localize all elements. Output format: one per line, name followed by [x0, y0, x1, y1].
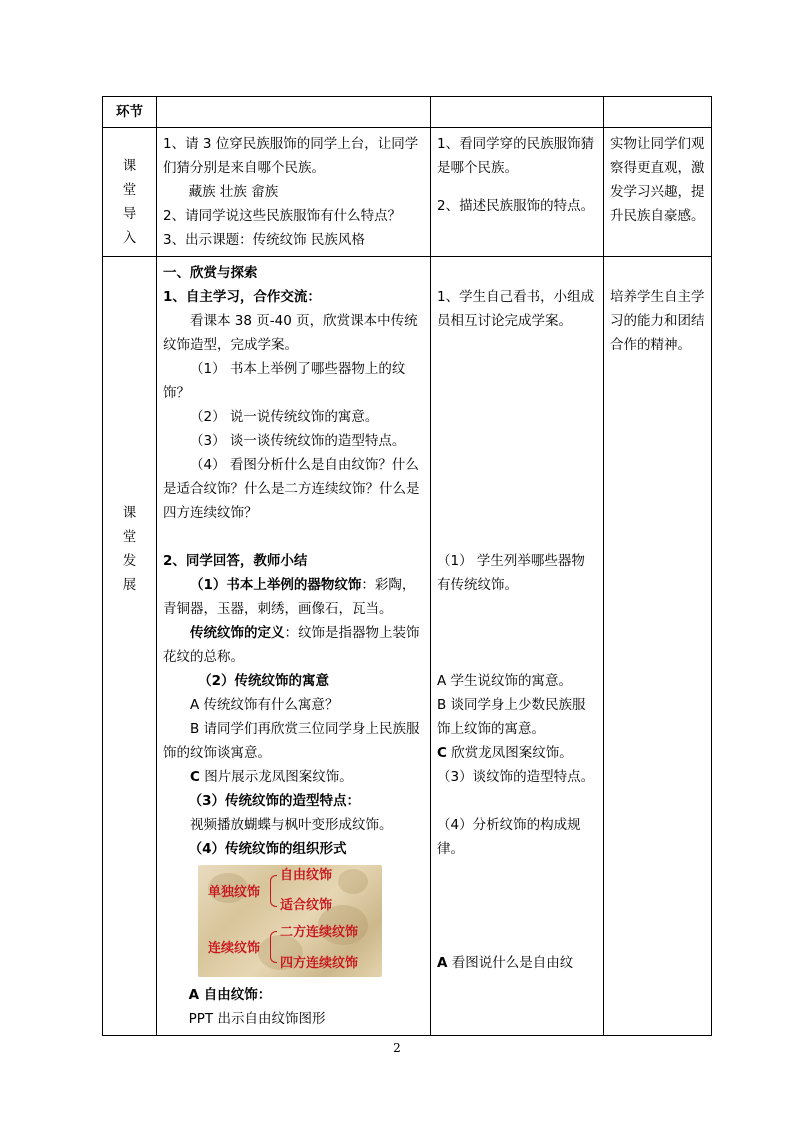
stage-char: 课 [122, 505, 137, 521]
question-3: （3） 谈一谈传统纹饰的造型特点。 [190, 433, 406, 449]
stage-char: 展 [122, 577, 137, 593]
question-1: （1） 书本上举例了哪些器物上的纹饰？ [163, 361, 406, 401]
header-cell-purpose [604, 97, 712, 128]
lesson-plan-table [102, 96, 712, 1036]
teacher-text: 1、请 3 位穿民族服饰的同学上台，让同学们猜分别是来自哪个民族。 [163, 136, 419, 176]
purpose-text: 培养学生自主学习的能力和团结合作的精神。 [610, 289, 705, 353]
student-text: （3）谈纹饰的造型特点。 [437, 769, 595, 785]
diagram-fit-label: 适合纹饰 [280, 898, 333, 913]
answer-2-c-text: 图片展示龙凤图案纹饰。 [199, 769, 353, 785]
header-cell-stage: 环节 [103, 97, 157, 128]
stage-char: 课 [122, 158, 137, 174]
answer-3-heading: （3）传统纹饰的造型特点： [188, 793, 361, 809]
answer-2-b: B 请同学们再欣赏三位同学身上民族服饰的纹饰谈寓意。 [163, 721, 420, 761]
free-pattern-heading: A 自由纹饰： [188, 987, 272, 1003]
question-4: （4） 看图分析什么是自由纹饰？什么是适合纹饰？什么是二方连续纹饰？什么是四方连续纹饰？ [163, 457, 420, 521]
definition-label: 传统纹饰的定义 [190, 625, 285, 641]
teacher-text: 2、请同学说这些民族服饰有什么特点？ [163, 208, 402, 224]
page-number: 2 [393, 1041, 401, 1055]
student-text: A 学生说纹饰的寓意。 [437, 673, 573, 689]
student-c-text: 欣赏龙凤图案纹饰。 [446, 745, 573, 761]
free-pattern-text: PPT 出示自由纹饰图形 [188, 1011, 326, 1027]
stage-char: 入 [122, 230, 137, 246]
table-header-row [103, 97, 712, 128]
student-activity-intro [431, 128, 604, 257]
design-purpose-intro [604, 128, 712, 257]
subsection-heading: 1、自主学习，合作交流： [163, 289, 321, 305]
design-purpose-development [604, 257, 712, 1036]
answer-1-label: （1）书本上举例的器物纹饰 [190, 577, 362, 593]
header-cell-student [431, 97, 604, 128]
student-text [437, 741, 597, 765]
diagram-single-label: 单独纹饰 [208, 885, 261, 900]
table-row-intro [103, 128, 712, 257]
definition-text: ：纹饰是指器物上装饰花纹的总称。 [163, 625, 420, 665]
diagram-free-label: 自由纹饰 [280, 868, 333, 883]
purpose-text: 实物让同学们观察得更直观，激发学习兴趣，提升民族自豪感。 [610, 136, 705, 224]
student-a-text: 看图说什么是自由纹 [447, 955, 574, 971]
student-text [437, 951, 597, 975]
lesson-title-text: 3、出示课题：传统纹饰 民族风格 [163, 232, 365, 248]
brace-icon [270, 875, 277, 907]
question-2: （2） 说一说传统纹饰的寓意。 [190, 409, 379, 425]
answer-4-heading: （4）传统纹饰的组织形式 [188, 841, 347, 857]
diagram-four-way-label: 四方连续纹饰 [280, 956, 359, 971]
ethnic-groups-text: 藏族 壮族 畲族 [188, 184, 279, 200]
pattern-organization-diagram [198, 865, 382, 977]
answer-1-text: ：彩陶，青铜器，玉器，刺绣，画像石，瓦当。 [163, 577, 416, 617]
stage-char: 堂 [122, 529, 137, 545]
header-cell-teacher [157, 97, 431, 128]
answer-2-heading: （2）传统纹饰的寓意 [198, 673, 329, 689]
diagram-two-way-label: 二方连续纹饰 [280, 925, 359, 940]
student-text: （1） 学生列举哪些器物有传统纹饰。 [437, 553, 585, 593]
stage-char: 导 [122, 206, 137, 222]
stage-char: 堂 [122, 182, 137, 198]
student-text: （4）分析纹饰的构成规律。 [437, 817, 581, 857]
instruction-text: 看课本 38 页-40 页，欣赏课本中传统纹饰造型，完成学案。 [163, 313, 418, 353]
answer-2-a: A 传统纹饰有什么寓意？ [190, 697, 339, 713]
stage-char: 发 [122, 553, 137, 569]
student-activity-development [431, 257, 604, 1036]
definition [163, 621, 424, 669]
answer-2-c-label: C [190, 769, 200, 785]
answer-1 [163, 573, 424, 621]
teacher-activity-development [157, 257, 431, 1036]
diagram-continuous-label: 连续纹饰 [208, 941, 261, 956]
teacher-activity-intro [157, 128, 431, 257]
stage-cell-intro [103, 128, 157, 257]
student-text: 1、学生自己看书，小组成员相互讨论完成学案。 [437, 289, 595, 329]
section-heading: 一、欣赏与探索 [163, 265, 258, 281]
table-row-development [103, 257, 712, 1036]
student-text: 1、看同学穿的民族服饰猜是哪个民族。 [437, 136, 595, 176]
answer-2-c [163, 765, 424, 789]
student-c-label: C [437, 745, 447, 761]
subsection-heading: 2、同学回答，教师小结 [163, 553, 308, 569]
answer-3-text: 视频播放蝴蝶与枫叶变形成纹饰。 [190, 817, 393, 833]
stage-cell-development [103, 257, 157, 1036]
student-a-label: A [437, 955, 448, 971]
brace-icon [270, 931, 277, 963]
student-text: B 谈同学身上少数民族服饰上纹饰的寓意。 [437, 697, 586, 737]
student-text: 2、描述民族服饰的特点。 [437, 198, 595, 214]
